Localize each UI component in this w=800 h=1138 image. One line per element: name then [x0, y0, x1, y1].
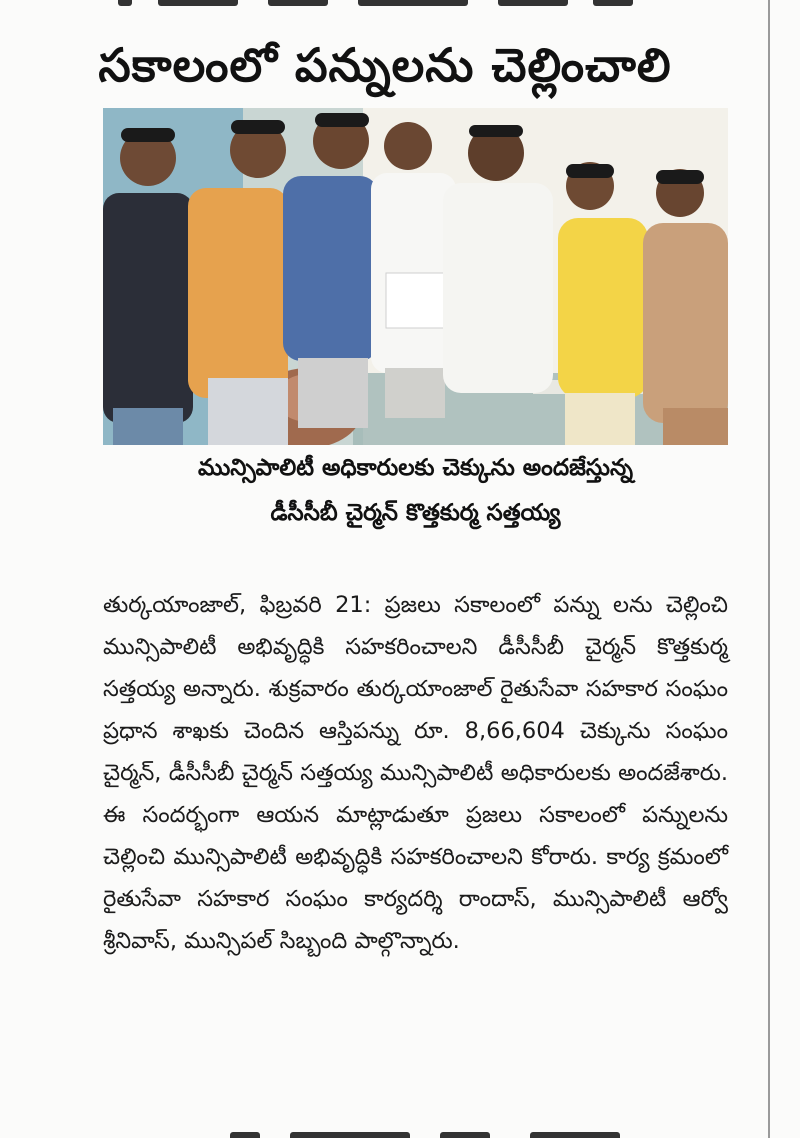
- article-body: తుర్కయాంజాల్, ఫిబ్రవరి 21: ప్రజలు సకాలంలో పన్ను లను చెల్లించి మున్సిపాలిటీ అభివృద్ధికి సహకరించాలని డీసీసీబీ చైర్మన్ కొత్తకుర్మ సత్తయ్య అన్నారు. శుక్రవారం తుర్కయాంజాల్ రైతుసేవా సహకార సంఘం ప్రధాన శాఖకు చెందిన ఆస్తిపన్ను రూ. 8,66,604 చెక్కును సంఘం చైర్మన్, డీసీసీబీ చైర్మన్ సత్తయ్య మున్సిపాలిటీ అధికారులకు అందజేశారు. ఈ సందర్భంగా ఆయన మాట్లాడుతూ ప్రజలు సకాలంలో పన్నులను చెల్లించి మున్సిపాలిటీ అభివృద్ధికి సహకరించాలని కోరారు. కార్య క్రమంలో రైతుసేవా సహకార సంఘం కార్యదర్శి రాందాస్, మున్సిపాలిటీ ఆర్వో శ్రీనివాస్, మున్సిపల్ సిబ్బంది పాల్గొన్నారు.: [103, 592, 728, 954]
- clipped-previous-text: [118, 0, 638, 7]
- column-rule: [768, 0, 770, 1138]
- clipped-next-text: [230, 1128, 650, 1138]
- photo-caption-line-2: డీసీసీబీ చైర్మన్ కొత్తకుర్మ సత్తయ్య: [270, 500, 561, 526]
- headline: సకాలంలో పన్నులను చెల్లించాలి: [98, 38, 672, 92]
- photo-caption-line-1: మున్సిపాలిటీ అధికారులకు చెక్కును అందజేస్తున్న: [198, 455, 633, 481]
- news-photo: [103, 108, 728, 445]
